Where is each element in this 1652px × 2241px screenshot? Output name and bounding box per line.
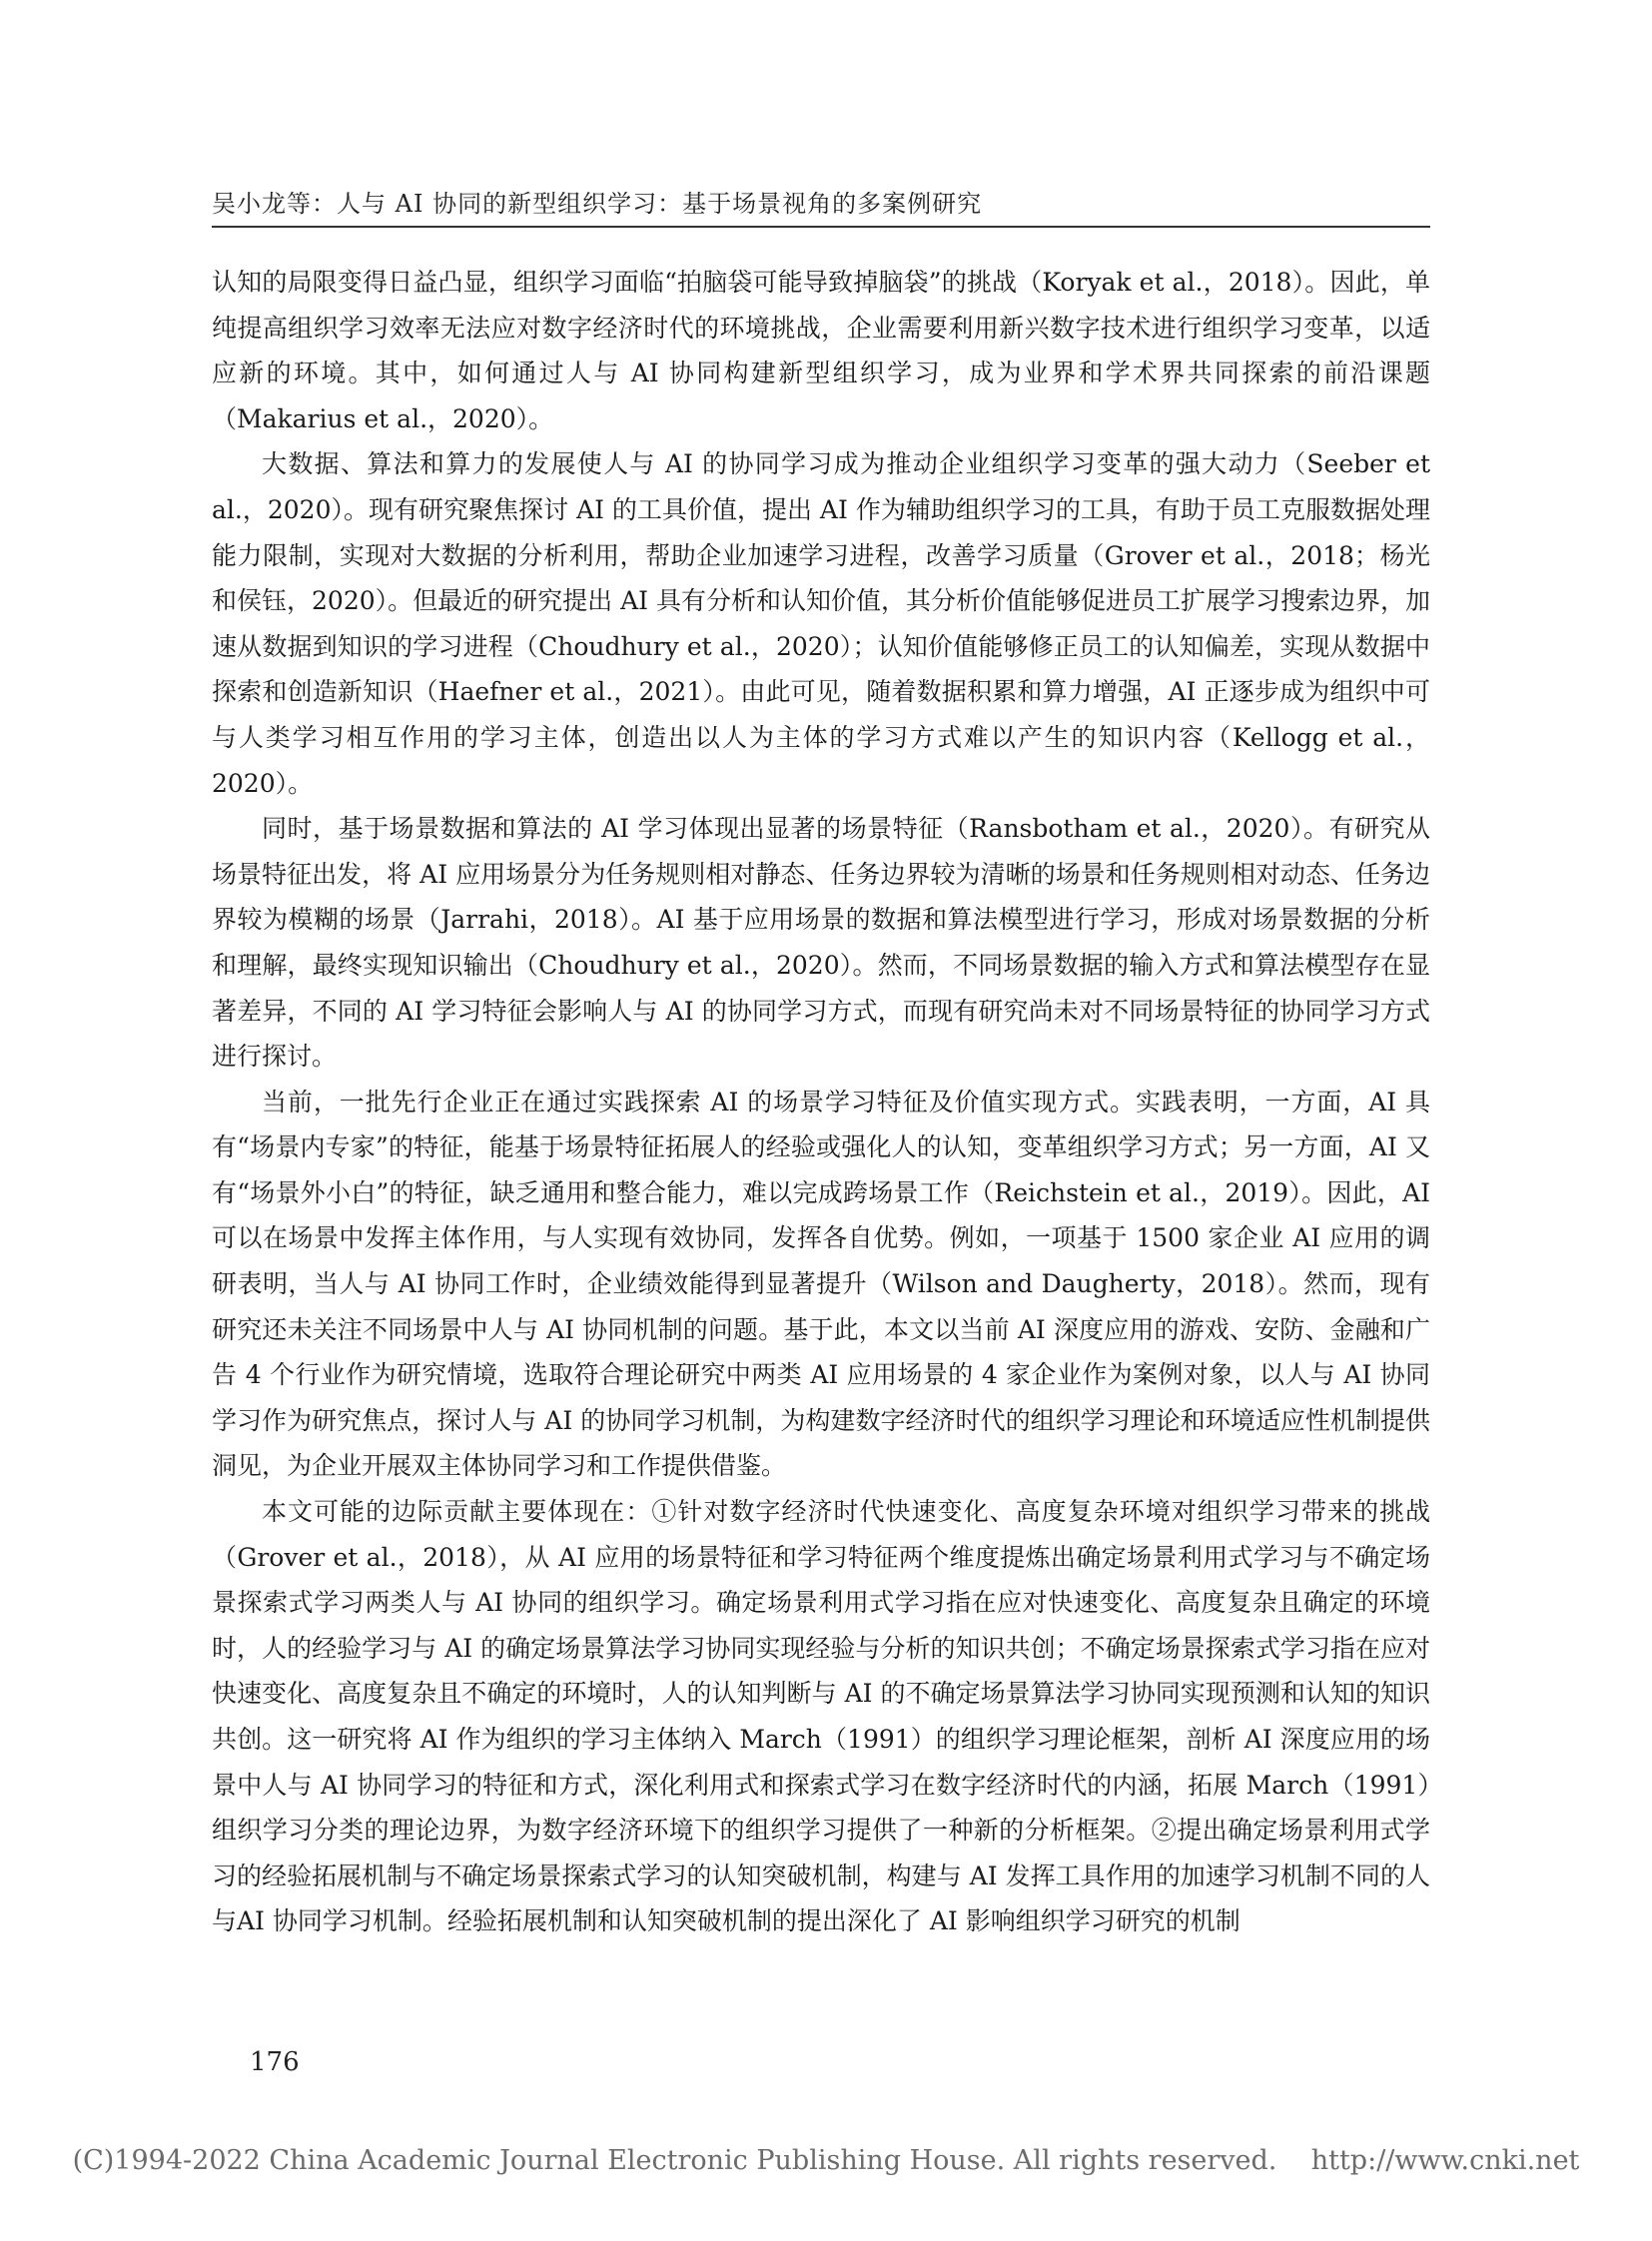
running-header: 吴小龙等：人与 AI 协同的新型组织学习：基于场景视角的多案例研究 — [212, 190, 983, 218]
header-rule — [212, 226, 1430, 228]
paragraph-1: 认知的局限变得日益凸显，组织学习面临“拍脑袋可能导致掉脑袋”的挑战（Koryak et al.，2018）。因此，单纯提高组织学习效率无法应对数字经济时代的环境挑战，企业需要利用新兴数字技术进行组织学习变革，以适应新的环境。其中，如何通过人与 AI 协同构建新型组织学习，成为业界和学术界共同探索的前沿课题（Makarius et al.，2020）。 — [212, 268, 1430, 433]
article-body — [212, 260, 1430, 1944]
paragraph-2: 大数据、算法和算力的发展使人与 AI 的协同学习成为推动企业组织学习变革的强大动力（Seeber et al.，2020）。现有研究聚焦探讨 AI 的工具价值，提出 AI 作为辅助组织学习的工具，有助于员工克服数据处理能力限制，实现对大数据的分析利用，帮助企业加速学习进程，改善学习质量（Grover et al.，2018；杨光和侯钰，2020）。但最近的研究提出 AI 具有分析和认知价值，其分析价值能够促进员工扩展学习搜索边界，加速从数据到知识的学习进程（Choudhury et al.，2020）；认知价值能够修正员工的认知偏差，实现从数据中探索和创造新知识（Haefner et al.，2021）。由此可见，随着数据积累和算力增强，AI 正逐步成为组织中可与人类学习相互作用的学习主体，创造出以人为主体的学习方式难以产生的知识内容（Kellogg et al.，2020）。 — [212, 449, 1430, 798]
paragraph-3: 同时，基于场景数据和算法的 AI 学习体现出显著的场景特征（Ransbotham et al.，2020）。有研究从场景特征出发，将 AI 应用场景分为任务规则相对静态、任务边界较为清晰的场景和任务规则相对动态、任务边界较为模糊的场景（Jarrahi，2018）。AI 基于应用场景的数据和算法模型进行学习，形成对场景数据的分析和理解，最终实现知识输出（Choudhury et al.，2020）。然而，不同场景数据的输入方式和算法模型存在显著差异，不同的 AI 学习特征会影响人与 AI 的协同学习方式，而现有研究尚未对不同场景特征的协同学习方式进行探讨。 — [212, 814, 1430, 1072]
page-number: 176 — [250, 2047, 300, 2077]
footer-copyright: (C)1994-2022 China Academic Journal Electronic Publishing House. All rights reserved. http://www.cnki.net — [72, 2145, 1580, 2176]
paragraph-4: 当前，一批先行企业正在通过实践探索 AI 的场景学习特征及价值实现方式。实践表明，一方面，AI 具有“场景内专家”的特征，能基于场景特征拓展人的经验或强化人的认知，变革组织学习方式；另一方面，AI 又有“场景外小白”的特征，缺乏通用和整合能力，难以完成跨场景工作（Reichstein et al.，2019）。因此，AI 可以在场景中发挥主体作用，与人实现有效协同，发挥各自优势。例如，一项基于 1500 家企业 AI 应用的调研表明，当人与 AI 协同工作时，企业绩效能得到显著提升（Wilson and Daugherty，2018）。然而，现有研究还未关注不同场景中人与 AI 协同机制的问题。基于此，本文以当前 AI 深度应用的游戏、安防、金融和广告 4 个行业作为研究情境，选取符合理论研究中两类 AI 应用场景的 4 家企业作为案例对象，以人与 AI 协同学习作为研究焦点，探讨人与 AI 的协同学习机制，为构建数字经济时代的组织学习理论和环境适应性机制提供洞见，为企业开展双主体协同学习和工作提供借鉴。 — [212, 1087, 1431, 1481]
paragraph-5: 本文可能的边际贡献主要体现在：①针对数字经济时代快速变化、高度复杂环境对组织学习带来的挑战（Grover et al.，2018），从 AI 应用的场景特征和学习特征两个维度提炼出确定场景利用式学习与不确定场景探索式学习两类人与 AI 协同的组织学习。确定场景利用式学习指在应对快速变化、高度复杂且确定的环境时，人的经验学习与 AI 的确定场景算法学习协同实现经验与分析的知识共创；不确定场景探索式学习指在应对快速变化、高度复杂且不确定的环境时，人的认知判断与 AI 的不确定场景算法学习协同实现预测和认知的知识共创。这一研究将 AI 作为组织的学习主体纳入 March（1991）的组织学习理论框架，剖析 AI 深度应用的场景中人与 AI 协同学习的特征和方式，深化利用式和探索式学习在数字经济时代的内涵，拓展 March（1991）组织学习分类的理论边界，为数字经济环境下的组织学习提供了一种新的分析框架。②提出确定场景利用式学习的经验拓展机制与不确定场景探索式学习的认知突破机制，构建与 AI 发挥工具作用的加速学习机制不同的人与AI 协同学习机制。经验拓展机制和认知突破机制的提出深化了 AI 影响组织学习研究的机制 — [212, 1497, 1430, 1936]
